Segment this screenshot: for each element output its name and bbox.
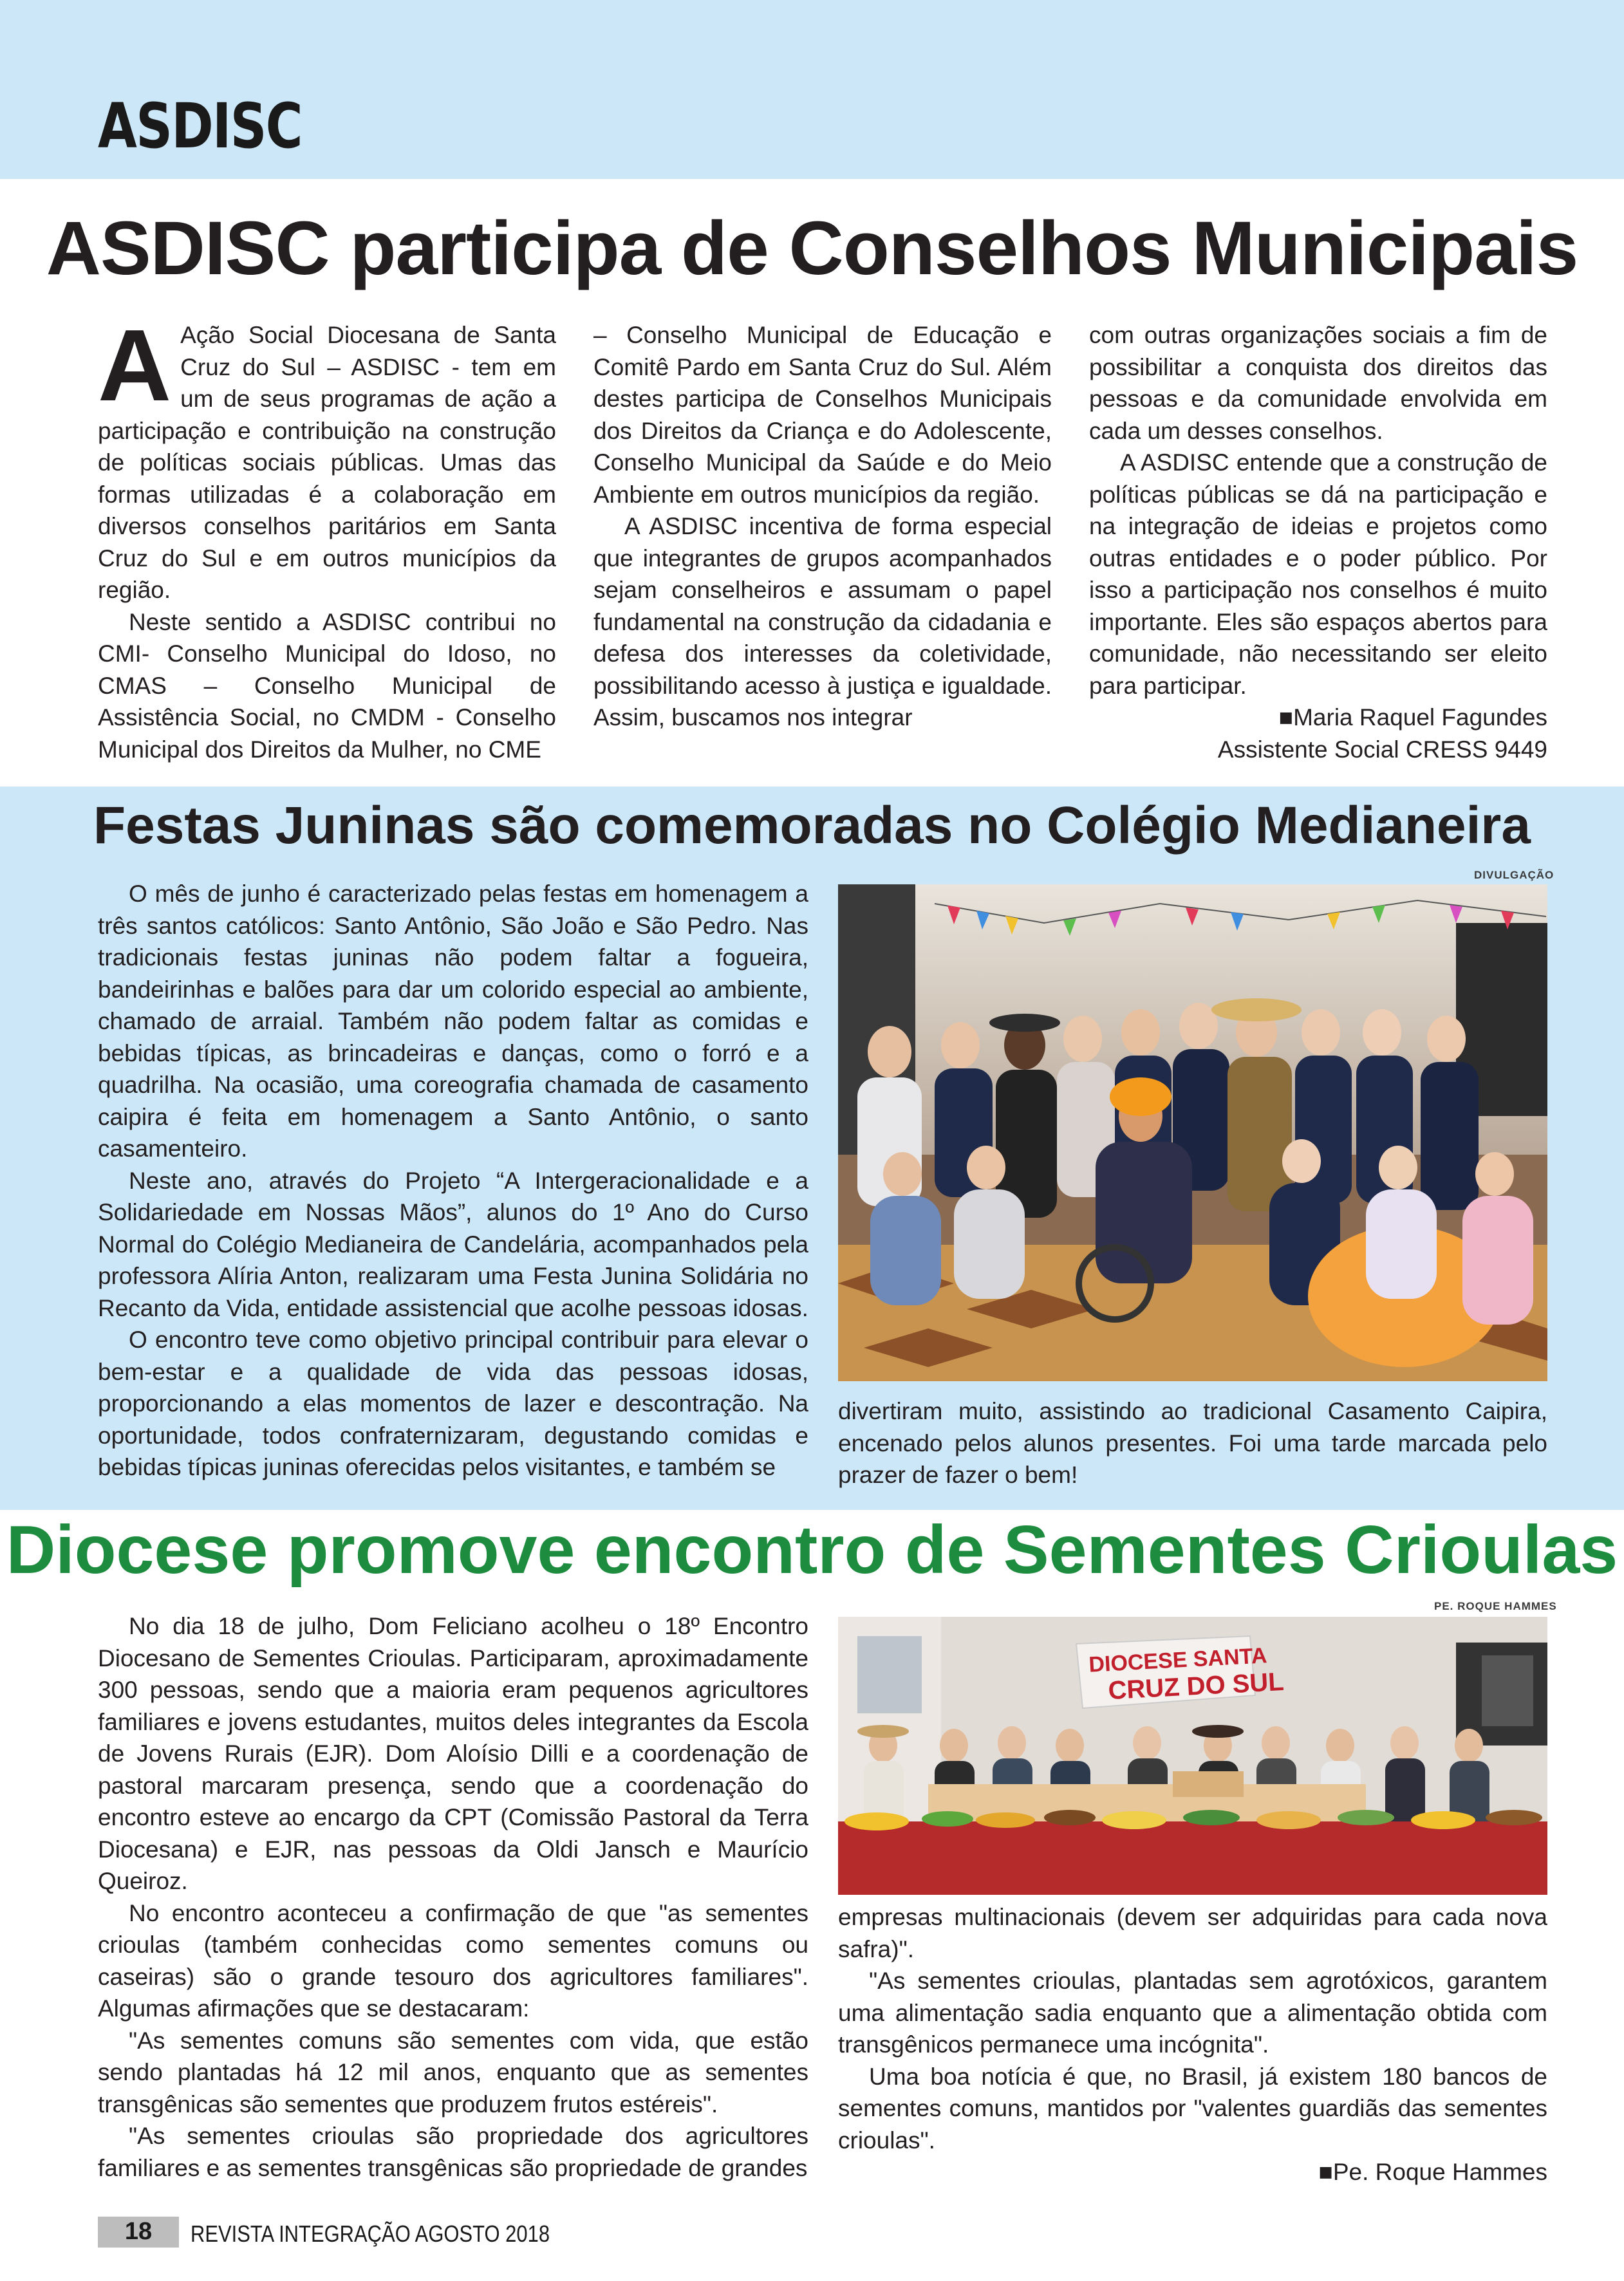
paragraph: A ASDISC incentiva de forma especial que integrantes de grupos acompanhados sejam conselheiros e assumam o papel fundamental na construção da cidadania e defesa dos interesses da coletividade, possibilitando acesso à justiça e igualdade. Assim, buscamos nos integrar <box>593 513 1052 731</box>
paragraph: com outras organizações sociais a fim de possibilitar a conquista dos direitos das pessoas e da comunidade envolvida em cada um desses conselhos. <box>1089 322 1547 444</box>
article3-column-2 <box>838 1901 1547 2188</box>
author-name: ■Maria Raquel Fagundes <box>1278 704 1547 731</box>
paragraph: Neste ano, através do Projeto “A Intergeracionalidade e a Solidariedade em Nossas Mãos”, alunos do 1º Ano do Curso Normal do Colégio Medianeira de Candelária, acompanhados pela professora Alíria Anton, realizaram uma Festa Junina Solidária no Recanto da Vida, entidade assistencial que acolhe pessoas idosas. <box>98 1167 808 1321</box>
publication-name: REVISTA INTEGRAÇÃO AGOSTO 2018 <box>191 2220 550 2247</box>
photo-illustration <box>838 1617 1547 1895</box>
paragraph: O encontro teve como objetivo principal contribuir para elevar o bem-estar e a qualidade de vida das pessoas idosas, proporcionando a elas momentos de lazer e descontração. Na oportunidade, todos confraternizaram, degustando comidas e bebidas típicas juninas oferecidas pelos visitantes, e também se <box>98 1327 808 1480</box>
paragraph: divertiram muito, assistindo ao tradicional Casamento Caipira, encenado pelos alunos presentes. Foi uma tarde marcada pelo prazer de fazer o bem! <box>838 1398 1547 1488</box>
page-number: 18 <box>124 2218 153 2245</box>
article3-title: Diocese promove encontro de Sementes Crioulas <box>6 1512 1618 1588</box>
sementes-crioulas-photo <box>838 1617 1547 1895</box>
article2-column-1 <box>98 878 808 1484</box>
drop-cap: A <box>98 309 172 422</box>
photo-credit: DIVULGAÇÃO <box>1474 869 1554 881</box>
paragraph: Neste sentido a ASDISC contribui no CMI- Conselho Municipal do Idoso, no CMAS – Conselho Municipal de Assistência Social, no CMDM - Conselho Municipal dos Direitos da Mulher, no CME <box>98 608 556 763</box>
article2-column-2 <box>838 1395 1547 1491</box>
paragraph: No encontro aconteceu a confirmação de que "as sementes crioulas (também conhecidas como sementes comuns ou caseiras) são o grande tesouro dos agricultores familiares". Algumas afirmações que se destacaram: <box>98 1899 808 2022</box>
article3-column-1 <box>98 1610 808 2184</box>
paragraph: "As sementes comuns são sementes com vida, que estão sendo plantadas há 12 mil anos, enquanto que as sementes transgênicas são sementes que produzem frutos estéreis". <box>98 2027 808 2118</box>
paragraph: – Conselho Municipal de Educação e Comitê Pardo em Santa Cruz do Sul. Além destes participa de Conselhos Municipais dos Direitos da Criança e do Adolescente, Conselho Municipal da Saúde e do Meio Ambiente em outros municípios da região. <box>593 322 1052 508</box>
paragraph: empresas multinacionais (devem ser adquiridas para cada nova safra)". <box>838 1904 1547 1962</box>
paragraph: No dia 18 de julho, Dom Feliciano acolheu o 18º Encontro Diocesano de Sementes Crioulas. Participaram, aproximadamente 300 pessoas, sendo que a maioria eram pequenos agricultores familiares e jovens estudantes, muitos deles integrantes da Escola de Jovens Rurais (EJR). Dom Aloísio Dilli e a coordenação de pastoral marcaram presença, sendo que a coordenação do encontro esteve ao encargo da CPT (Comissão Pastoral da Terra Diocesana) e EJR, nas pessoas da Oldi Jansch e Maurício Queiroz. <box>98 1613 808 1894</box>
author-role: Assistente Social CRESS 9449 <box>1217 736 1547 763</box>
photo-credit: PE. ROQUE HAMMES <box>1434 1600 1557 1612</box>
article1-column-2 <box>593 319 1052 734</box>
diocese-banner <box>1076 1636 1285 1708</box>
photo-illustration <box>838 884 1547 1381</box>
festa-junina-photo <box>838 884 1547 1381</box>
article2-title: Festas Juninas são comemoradas no Colégio Medianeira <box>93 796 1531 855</box>
author-name: ■Pe. Roque Hammes <box>1318 2159 1547 2185</box>
banner-line-2: CRUZ DO SUL <box>1107 1667 1285 1706</box>
paragraph: O mês de junho é caracterizado pelas festas em homenagem a três santos católicos: Santo Antônio, São João e São Pedro. Nas tradicionais festas juninas não podem faltar a fogueira, bandeirinhas e balões para dar um colorido especial ao ambiente, chamado de arraial. Também não podem faltar as comidas e bebidas típicas, as brincadeiras e danças, como o forró e a quadrilha. Na ocasião, uma coreografia chamada de casamento caipira é feita em homenagem a Santo Antônio, o santo casamenteiro. <box>98 880 808 1162</box>
banner-line-1: DIOCESE SANTA <box>1088 1643 1268 1677</box>
paragraph: A ASDISC entende que a construção de políticas públicas se dá na participação e na integração de ideias e projetos como outras entidades e o poder público. Por isso a participação nos conselhos é muito importante. Eles são espaços abertos para comunidade, não necessitando ser eleito para participar. <box>1089 449 1547 699</box>
paragraph: "As sementes crioulas, plantadas sem agrotóxicos, garantem uma alimentação sadia enquanto que a alimentação obtida com transgênicos permanece uma incógnita". <box>838 1968 1547 2058</box>
paragraph: "As sementes crioulas são propriedade dos agricultores familiares e as sementes transgênicas são propriedade de grandes <box>98 2123 808 2181</box>
paragraph: Ação Social Diocesana de Santa Cruz do Sul – ASDISC - tem em um de seus programas de ação a participação e contribuição na construção de políticas sociais públicas. Umas das formas utilizadas é a colaboração em diversos conselhos paritários em Santa Cruz do Sul e em outros municípios da região. <box>98 322 556 603</box>
article1-column-3 <box>1089 319 1547 765</box>
article1-title: ASDISC participa de Conselhos Municipais <box>46 206 1578 291</box>
article1-column-1 <box>98 309 556 765</box>
section-name: ASDISC <box>98 90 302 162</box>
paragraph: Uma boa notícia é que, no Brasil, já existem 180 bancos de sementes comuns, mantidos por "valentes guardiãs das sementes crioulas". <box>838 2063 1547 2154</box>
